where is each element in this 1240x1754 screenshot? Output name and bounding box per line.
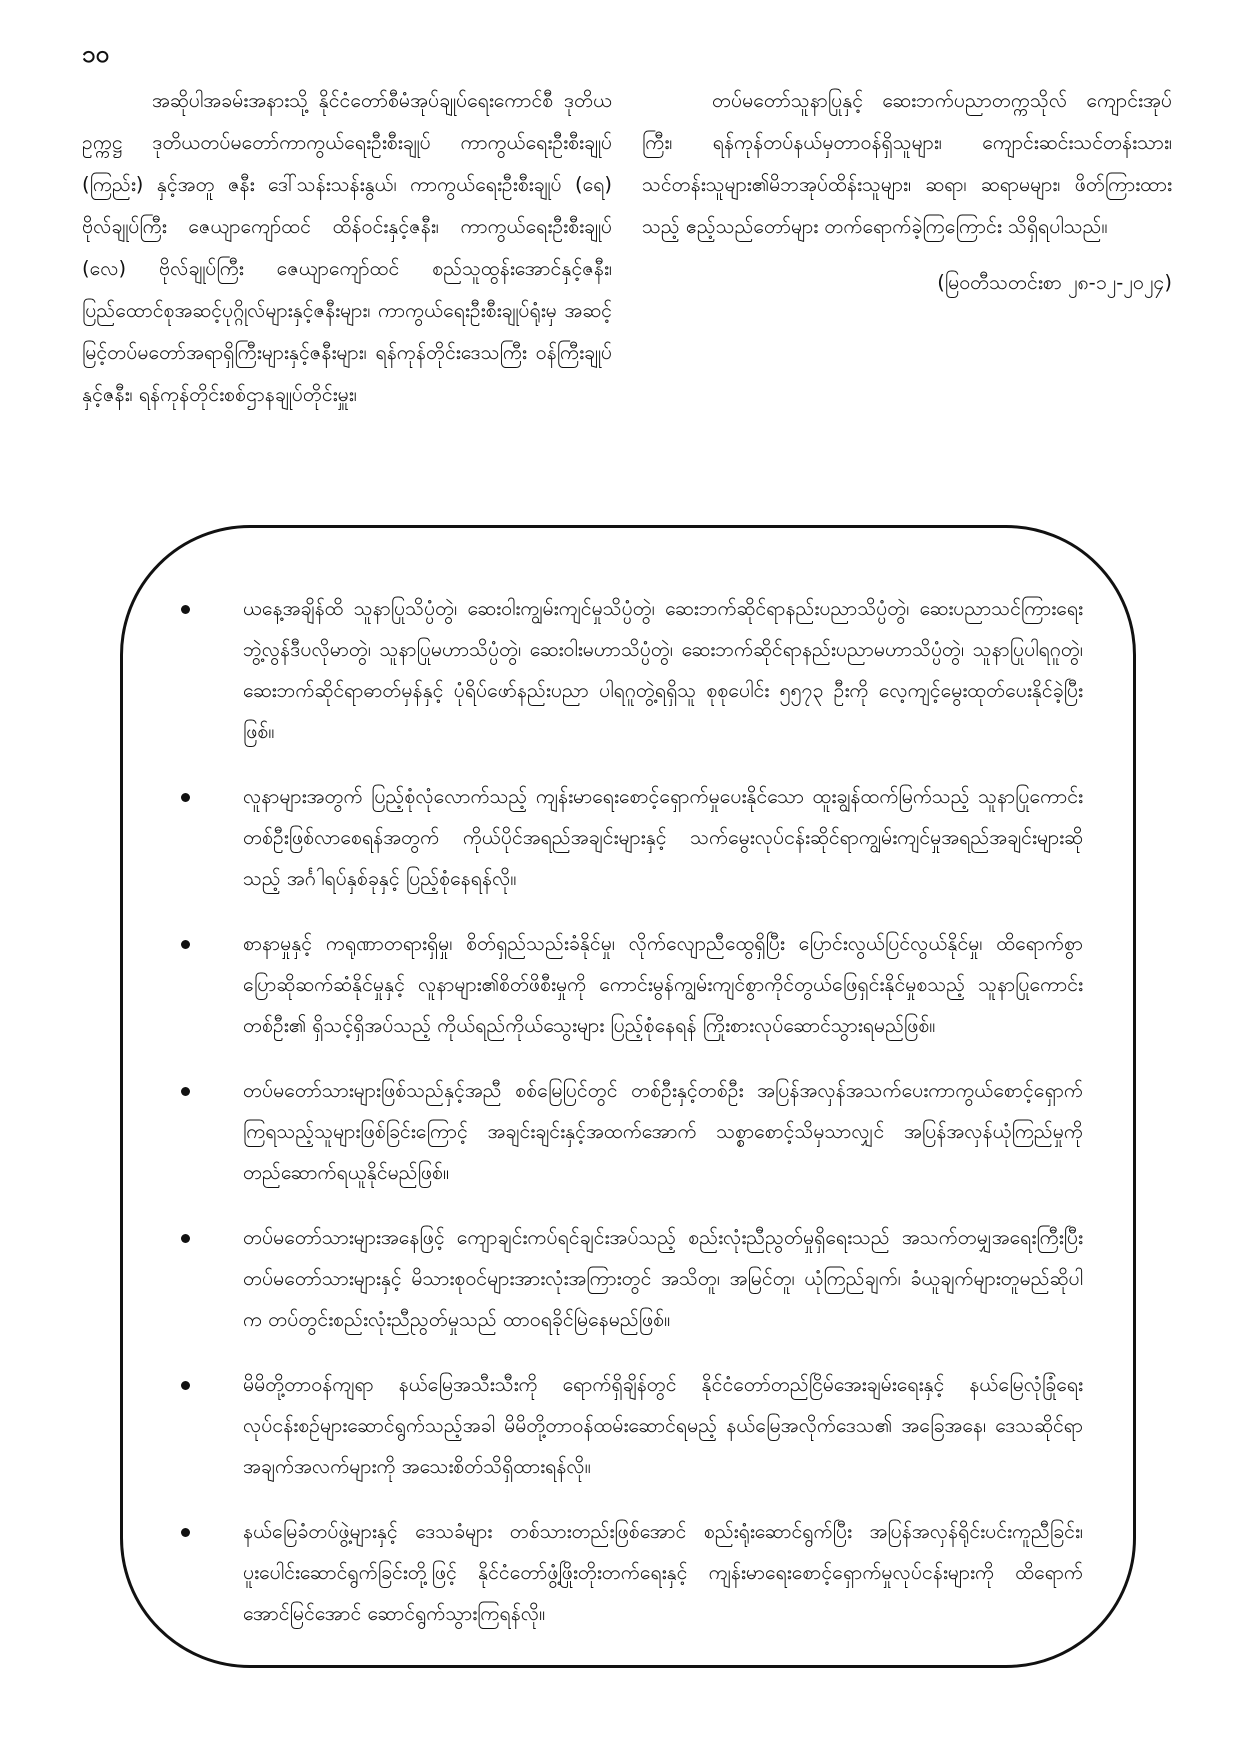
- bullet-icon: [181, 605, 190, 614]
- left-column-paragraph: အဆိုပါအခမ်းအနားသို့ နိုင်ငံတော်စီမံအုပ်ချုပ်ရေးကောင်စီ ဒုတိယဥက္ကဋ္ဌ ဒုတိယတပ်မတော်ကာကွယ်ရေးဦးစီးချုပ် ကာကွယ်ရေးဦးစီးချုပ် (ကြည်း) နှင့်အတူ ဇနီး ဒေါ်သန်းသန်းနွယ်၊ ကာကွယ်ရေးဦးစီးချုပ် (ရေ) ဗိုလ်ချုပ်ကြီး ဇေယျာကျော်ထင် ထိန်ဝင်းနှင့်ဇနီး၊ ကာကွယ်ရေးဦးစီးချုပ် (လေ) ဗိုလ်ချုပ်ကြီး ဇေယျာကျော်ထင် စည်သူထွန်းအောင်နှင့်ဇနီး၊ ပြည်ထောင်စုအဆင့်ပုဂ္ဂိုလ်များနှင့်ဇနီးများ၊ ကာကွယ်ရေးဦးစီးချုပ်ရုံးမှ အဆင့်မြင့်တပ်မတော်အရာရှိကြီးများနှင့်ဇနီးများ၊ ရန်ကုန်တိုင်းဒေသကြီး ဝန်ကြီးချုပ်နှင့်ဇနီး၊ ရန်ကုန်တိုင်းစစ်ဌာနချုပ်တိုင်းမှူး၊: [82, 89, 612, 406]
- bullet-icon: [181, 1381, 190, 1390]
- bullet-icon: [181, 1234, 190, 1243]
- article-columns: [82, 80, 1172, 510]
- list-item-text: တပ်မတော်သားများအနေဖြင့် ကျောချင်းကပ်ရင်ချင်းအပ်သည့် စည်းလုံးညီညွတ်မှုရှိရေးသည် အသက်တမျှအရေးကြီးပြီး တပ်မတော်သားများနှင့် မိသားစုဝင်များအားလုံးအကြားတွင် အသိတူ၊ အမြင်တူ၊ ယုံကြည်ချက်၊ ခံယူချက်များတူမည်ဆိုပါက တပ်တွင်းစည်းလုံးညီညွတ်မှုသည် ထာဝရခိုင်မြဲနေမည်ဖြစ်။: [243, 1226, 1083, 1331]
- bullet-icon: [181, 1087, 190, 1096]
- right-column: [642, 80, 1172, 510]
- right-column-paragraph: တပ်မတော်သူနာပြုနှင့် ဆေးဘက်ပညာတက္ကသိုလ် ကျောင်းအုပ်ကြီး၊ ရန်ကုန်တပ်နယ်မှတာဝန်ရှိသူများ၊ ကျောင်းဆင်းသင်တန်းသား၊ သင်တန်းသူများ၏မိဘအုပ်ထိန်းသူများ၊ ဆရာ၊ ဆရာမများ၊ ဖိတ်ကြားထားသည့် ဧည့်သည်တော်များ တက်ရောက်ခဲ့ကြကြောင်း သိရှိရပါသည်။: [642, 89, 1172, 238]
- list-item-text: တပ်မတော်သားများဖြစ်သည်နှင့်အညီ စစ်မြေပြင်တွင် တစ်ဦးနှင့်တစ်ဦး အပြန်အလှန်အသက်ပေးကာကွယ်စောင့်ရှောက်ကြရသည့်သူများဖြစ်ခြင်းကြောင့် အချင်းချင်းနှင့်အထက်အောက် သစ္စာစောင့်သိမှသာလျှင် အပြန်အလှန်ယုံကြည်မှုကို တည်ဆောက်ရယူနိုင်မည်ဖြစ်။: [243, 1079, 1083, 1184]
- list-item: [181, 1217, 1083, 1340]
- key-points-box: [120, 525, 1136, 1668]
- list-item-text: လူနာများအတွက် ပြည့်စုံလုံလောက်သည့် ကျန်းမာရေးစောင့်ရှောက်မှုပေးနိုင်သော ထူးချွန်ထက်မြက်သည့် သူနာပြုကောင်းတစ်ဦးဖြစ်လာစေရန်အတွက် ကိုယ်ပိုင်အရည်အချင်းများနှင့် သက်မွေးလုပ်ငန်းဆိုင်ရာကျွမ်းကျင်မှုအရည်အချင်းများဆိုသည့် အင်္ဂါရပ်နှစ်ခုနှင့် ပြည့်စုံနေရန်လို။: [243, 785, 1083, 890]
- page-number: ၁၀: [82, 40, 109, 68]
- list-item-text: နယ်မြေခံတပ်ဖွဲ့များနှင့် ဒေသခံများ တစ်သားတည်းဖြစ်အောင် စည်းရုံးဆောင်ရွက်ပြီး အပြန်အလှန်ရိုင်းပင်းကူညီခြင်း၊ ပူးပေါင်းဆောင်ရွက်ခြင်းတို့ဖြင့် နိုင်ငံတော်ဖွံ့ဖြိုးတိုးတက်ရေးနှင့် ကျန်းမာရေးစောင့်ရှောက်မှုလုပ်ငန်းများကို ထိရောက်အောင်မြင်အောင် ဆောင်ရွက်သွားကြရန်လို။: [243, 1520, 1083, 1625]
- list-item-text: ယနေ့အချိန်ထိ သူနာပြုသိပ္ပံတွဲ၊ ဆေးဝါးကျွမ်းကျင်မှုသိပ္ပံတွဲ၊ ဆေးဘက်ဆိုင်ရာနည်းပညာသိပ္ပံတွဲ၊ ဆေးပညာသင်ကြားရေး ဘွဲ့လွန်ဒီပလိုမာတွဲ၊ သူနာပြုမဟာသိပ္ပံတွဲ၊ ဆေးဝါးမဟာသိပ္ပံတွဲ၊ ဆေးဘက်ဆိုင်ရာနည်းပညာမဟာသိပ္ပံတွဲ၊ သူနာပြုပါရဂူတွဲ၊ ဆေးဘက်ဆိုင်ရာဓာတ်မှန်နှင့် ပုံရိပ်ဖော်နည်းပညာ ပါရဂူတွဲ့ရရှိသူ စုစုပေါင်း ၅၅၇၃ ဦးကို လေ့ကျင့်မွေးထုတ်ပေးနိုင်ခဲ့ပြီးဖြစ်။: [243, 597, 1083, 743]
- bullet-icon: [181, 793, 190, 802]
- list-item: [181, 1364, 1083, 1487]
- list-item-text: စာနာမှုနှင့် ကရုဏာတရားရှိမှု၊ စိတ်ရှည်သည်းခံနိုင်မှု၊ လိုက်လျောညီထွေရှိပြီး ပြောင်းလွယ်ပြင်လွယ်နိုင်မှု၊ ထိရောက်စွာပြောဆိုဆက်ဆံနိုင်မှုနှင့် လူနာများ၏စိတ်ဖိစီးမှုကို ကောင်းမွန်ကျွမ်းကျင်စွာကိုင်တွယ်ဖြေရှင်းနိုင်မှုစသည့် သူနာပြုကောင်းတစ်ဦး၏ ရှိသင့်ရှိအပ်သည့် ကိုယ်ရည်ကိုယ်သွေးများ ပြည့်စုံနေရန် ကြိုးစားလုပ်ဆောင်သွားရမည်ဖြစ်။: [243, 932, 1083, 1037]
- left-column: [82, 80, 612, 510]
- key-points-list: [181, 588, 1083, 1658]
- list-item: [181, 1511, 1083, 1634]
- bullet-icon: [181, 1528, 190, 1537]
- list-item: [181, 776, 1083, 899]
- list-item-text: မိမိတို့တာဝန်ကျရာ နယ်မြေအသီးသီးကို ရောက်ရှိချိန်တွင် နိုင်ငံတော်တည်ငြိမ်အေးချမ်းရေးနှင့် နယ်မြေလုံခြုံရေးလုပ်ငန်းစဉ်များဆောင်ရွက်သည့်အခါ မိမိတို့တာဝန်ထမ်းဆောင်ရမည့် နယ်မြေအလိုက်ဒေသ၏ အခြေအနေ၊ ဒေသဆိုင်ရာအချက်အလက်များကို အသေးစိတ်သိရှိထားရန်လို။: [243, 1373, 1083, 1478]
- list-item: [181, 588, 1083, 752]
- list-item: [181, 923, 1083, 1046]
- list-item: [181, 1070, 1083, 1193]
- source-citation: (မြဝတီသတင်းစာ ၂၈-၁၂-၂၀၂၄): [937, 271, 1172, 294]
- bullet-icon: [181, 940, 190, 949]
